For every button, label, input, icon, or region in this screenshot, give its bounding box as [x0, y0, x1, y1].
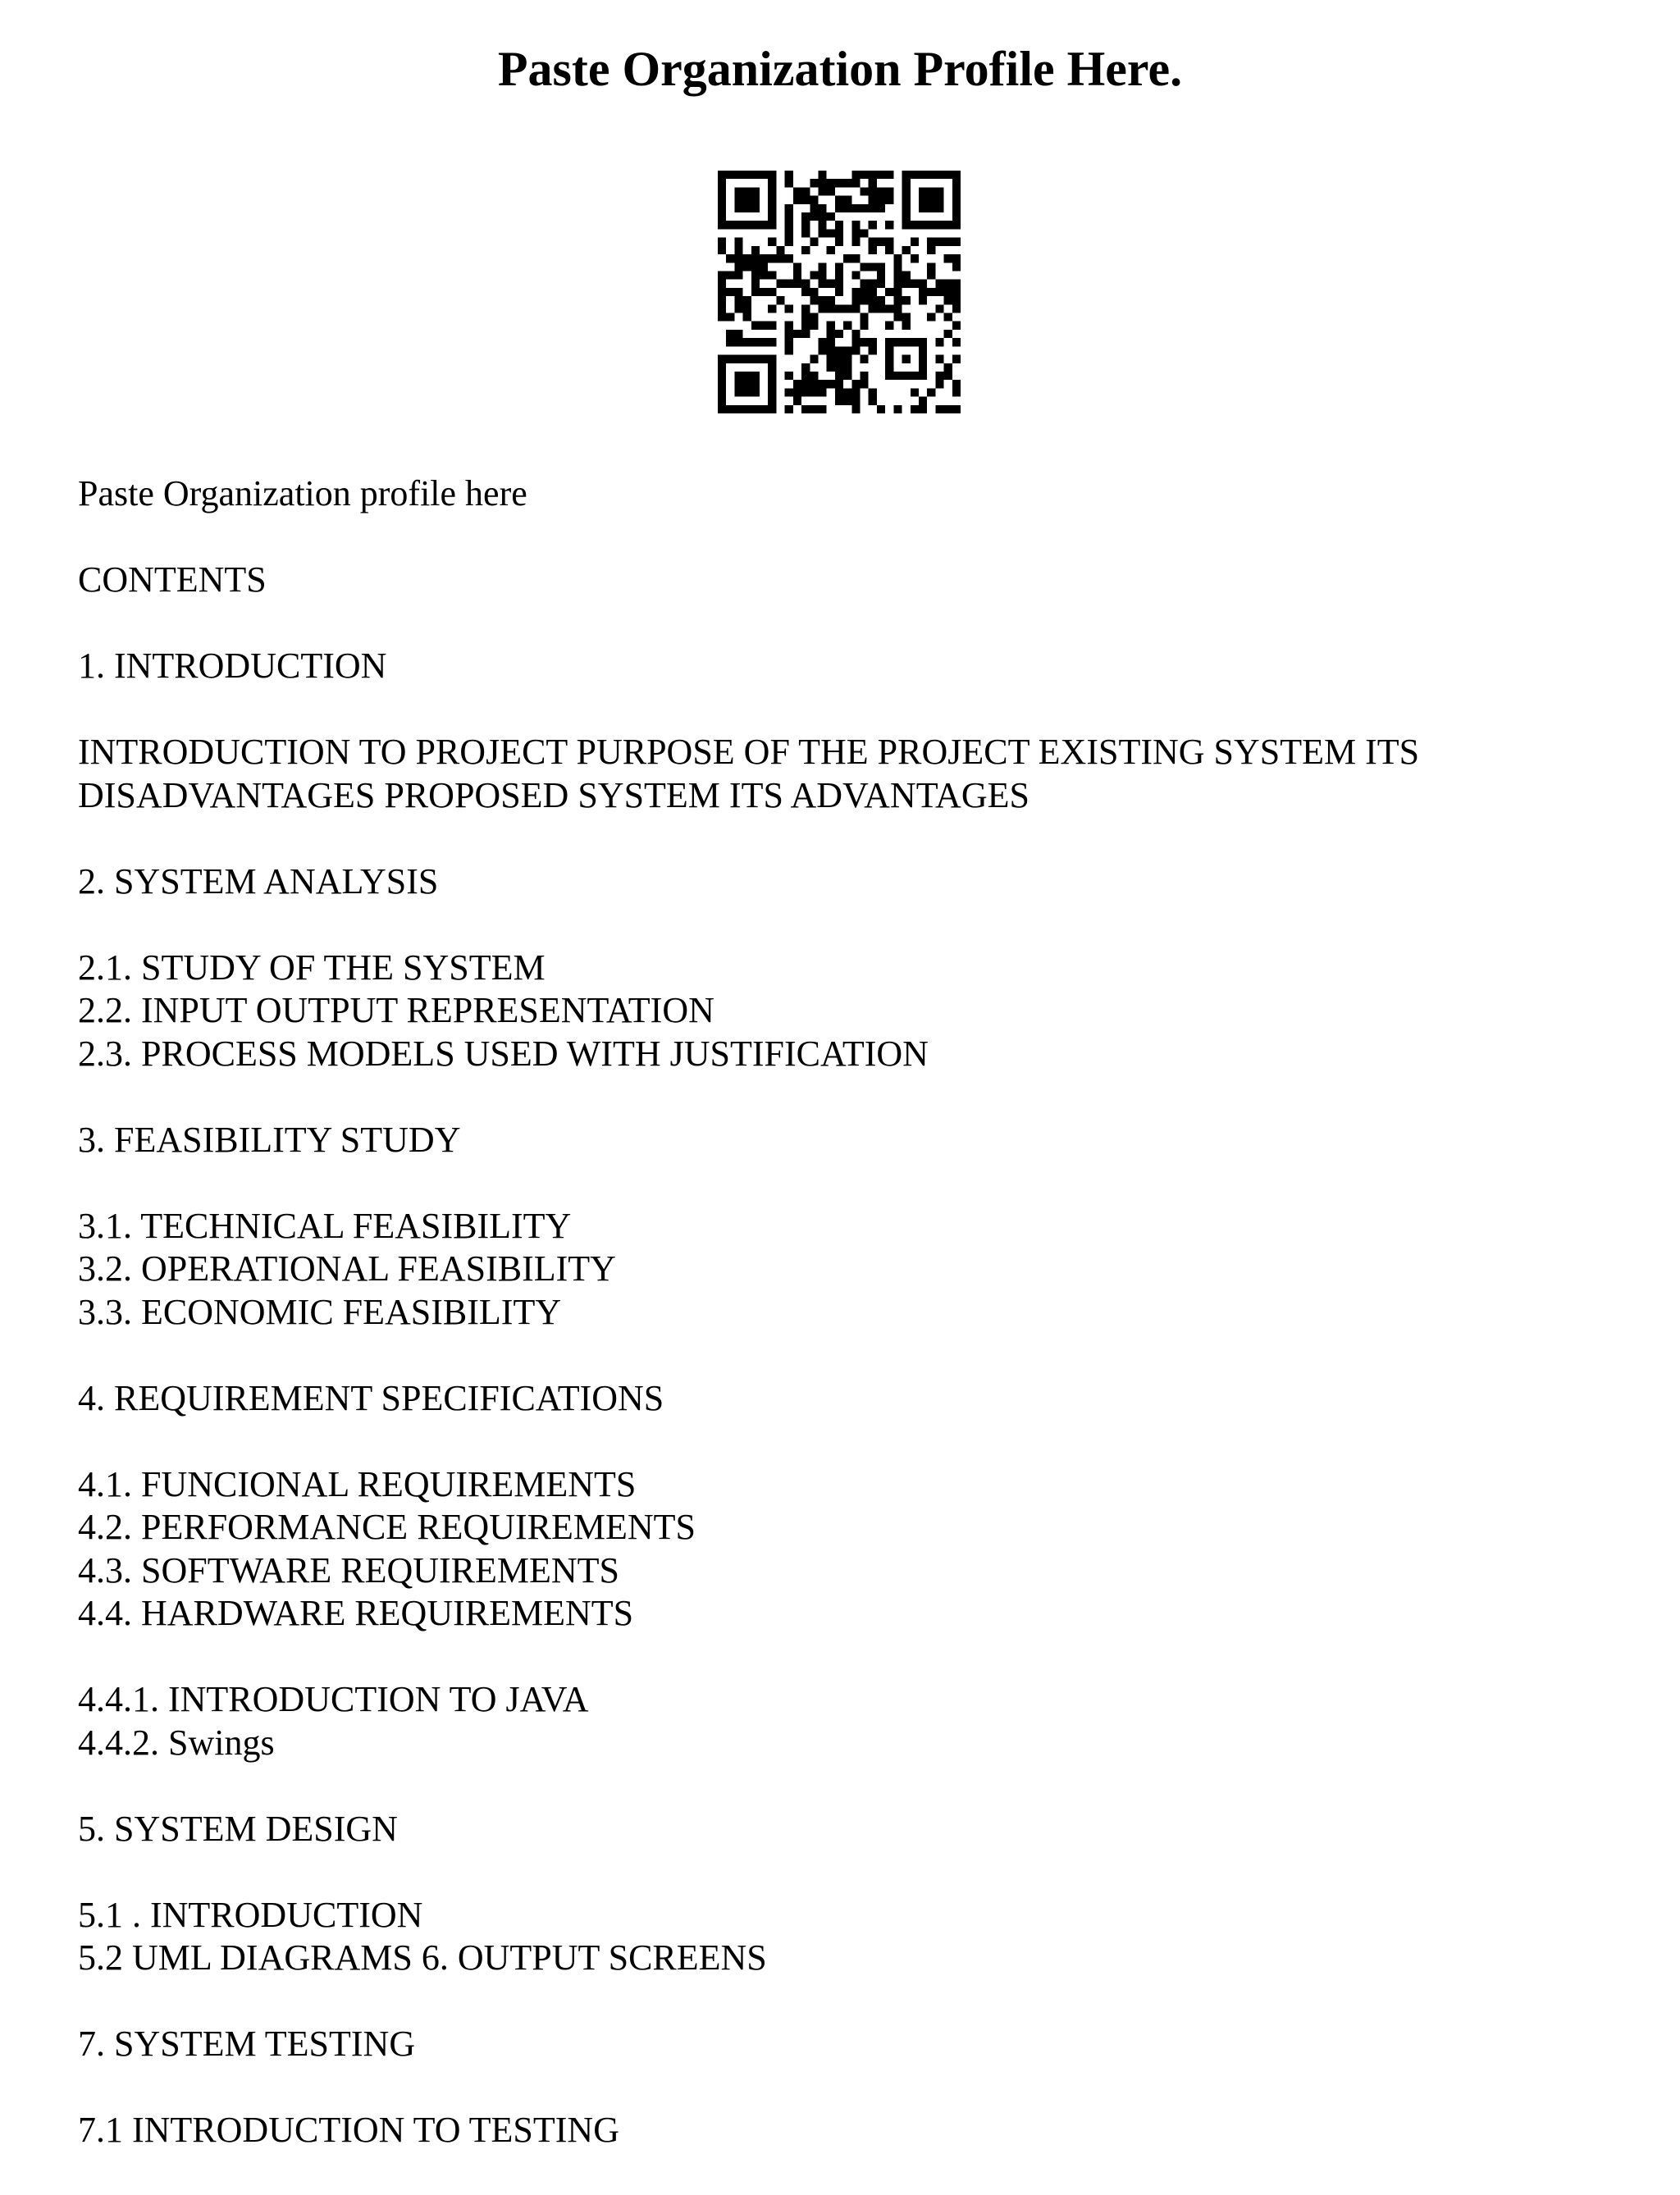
- contents-line: 4.3. SOFTWARE REQUIREMENTS: [78, 1549, 620, 1590]
- contents-line: 7.1 INTRODUCTION TO TESTING: [78, 2110, 619, 2150]
- contents-line: 2.1. STUDY OF THE SYSTEM: [78, 947, 546, 988]
- contents-section: [78, 947, 1620, 1076]
- contents-line: 4.4. HARDWARE REQUIREMENTS: [78, 1593, 634, 1633]
- contents-line: 2. SYSTEM ANALYSIS: [78, 860, 439, 901]
- contents-line: 3.3. ECONOMIC FEASIBILITY: [78, 1291, 562, 1332]
- contents-line: 1. INTRODUCTION: [78, 646, 387, 686]
- contents-section: [78, 2023, 1620, 2066]
- contents-section: [78, 731, 1620, 817]
- contents-section: [78, 645, 1620, 688]
- contents-line: 2.2. INPUT OUTPUT REPRESENTATION: [78, 990, 714, 1030]
- contents-line: 2.3. PROCESS MODELS USED WITH JUSTIFICATION: [78, 1033, 929, 1074]
- contents-line: 7. SYSTEM TESTING: [78, 2024, 416, 2064]
- intro-line: Paste Organization profile here: [78, 473, 527, 513]
- contents-section: [78, 2109, 1620, 2152]
- contents-line: 5.2 UML DIAGRAMS 6. OUTPUT SCREENS: [78, 1937, 767, 1978]
- contents-section: [78, 860, 1620, 904]
- contents-section: [78, 1463, 1620, 1636]
- contents-section: [78, 1377, 1620, 1421]
- contents-line: 3.1. TECHNICAL FEASIBILITY: [78, 1205, 572, 1246]
- contents-line: 4.4.2. Swings: [78, 1722, 275, 1763]
- contents-line: 5.1 . INTRODUCTION: [78, 1894, 423, 1935]
- contents-line: 4.1. FUNCIONAL REQUIREMENTS: [78, 1463, 637, 1504]
- contents-line: DISADVANTAGES PROPOSED SYSTEM ITS ADVANTAGES: [78, 774, 1029, 815]
- contents-heading: CONTENTS: [78, 559, 267, 600]
- contents-section: [78, 1894, 1620, 1980]
- contents-section: [78, 1119, 1620, 1162]
- contents-section: [78, 1678, 1620, 1764]
- contents-line: 3. FEASIBILITY STUDY: [78, 1119, 461, 1160]
- contents-line: 4. REQUIREMENT SPECIFICATIONS: [78, 1377, 664, 1418]
- contents-line: 5. SYSTEM DESIGN: [78, 1808, 398, 1849]
- document-body: [78, 472, 1620, 2195]
- contents-section: [78, 1205, 1620, 1335]
- contents-line: 4.2. PERFORMANCE REQUIREMENTS: [78, 1507, 696, 1547]
- contents-line: 3.2. OPERATIONAL FEASIBILITY: [78, 1248, 616, 1289]
- contents-line: 4.4.1. INTRODUCTION TO JAVA: [78, 1679, 589, 1719]
- qr-code-icon: [718, 171, 961, 413]
- contents-section: [78, 1808, 1620, 1851]
- page-title: Paste Organization Profile Here.: [497, 42, 1183, 96]
- contents-line: INTRODUCTION TO PROJECT PURPOSE OF THE PROJECT EXISTING SYSTEM ITS: [78, 732, 1420, 772]
- contents-list: [78, 645, 1620, 2152]
